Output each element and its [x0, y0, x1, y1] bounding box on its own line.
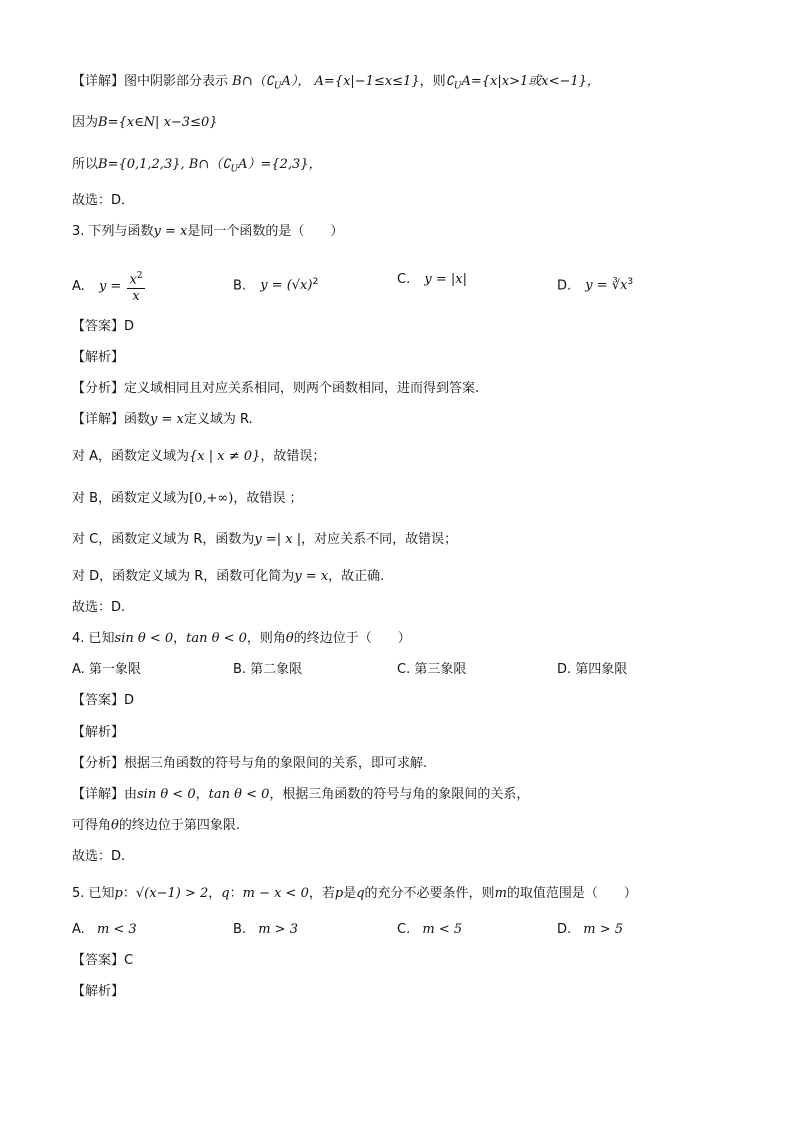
detail-line-3: 所以B={0,1,2,3}, $B\cap(∁_UA)=\{2,3\}$， — [72, 157, 322, 175]
q4-analysis-heading: 【解析】 — [72, 725, 125, 740]
detail-tag: 【详解】 — [72, 74, 125, 89]
fraction: $\frac{x^2}{x}$ — [127, 268, 144, 305]
q5-option-a: A. m < 3 — [72, 922, 137, 937]
q3-fenxi: 【分析】定义域相同且对应关系相同，则两个函数相同，进而得到答案. — [72, 381, 480, 396]
q3-answer: 【答案】D — [72, 319, 135, 334]
q3-point-c: 对 C，函数定义域为 R，函数为y =| x |，对应关系不同，故错误； — [72, 532, 458, 547]
question-3-title: 3. 下列与函数y = x是同一个函数的是（ ） — [72, 224, 344, 239]
q4-detail-2: 可得角θ的终边位于第四象限. — [72, 818, 240, 833]
q3-detail: 【详解】函数y = x定义域为 R. — [72, 412, 253, 427]
q4-option-c: C. 第三象限 — [397, 662, 467, 677]
q3-point-b: 对 B，函数定义域为[0,+∞)，故错误 ； — [72, 491, 303, 506]
q5-option-d: D. m > 5 — [557, 922, 624, 937]
detail-line-2: 因为B={x∈N| x−3≤0} — [72, 115, 218, 130]
q3-option-d: D. $y = ∛x^3$ — [557, 277, 634, 294]
q3-analysis-heading: 【解析】 — [72, 350, 125, 365]
choose-line-1: 故选：D． — [72, 193, 135, 208]
q4-fenxi: 【分析】根据三角函数的符号与角的象限间的关系，即可求解. — [72, 756, 428, 771]
q4-option-b: B. 第二象限 — [233, 662, 303, 677]
q4-option-a: A. 第一象限 — [72, 662, 141, 677]
q5-option-b: B. m > 3 — [233, 922, 298, 937]
q3-choose: 故选：D. — [72, 600, 126, 615]
question-5-title: 5. 已知p：√(x−1) > 2，q：m − x < 0，若p是q的充分不必要条件，则m的取值范围是（ ） — [72, 886, 637, 901]
q5-analysis-heading: 【解析】 — [72, 984, 125, 999]
q3-option-a: A. y = $\frac{x^2}{x}$ — [72, 268, 147, 305]
q4-option-d: D. 第四象限 — [557, 662, 628, 677]
q5-answer: 【答案】C — [72, 953, 134, 968]
q3-point-d: 对 D，函数定义域为 R，函数可化简为y = x，故正确. — [72, 569, 385, 584]
q3-point-a: 对 A，函数定义域为{x | x ≠ 0}，故错误； — [72, 449, 326, 464]
q3-option-c: C. y = |x| — [397, 272, 467, 287]
q4-choose: 故选：D. — [72, 849, 126, 864]
question-4-title: 4. 已知sin θ < 0，tan θ < 0，则角θ的终边位于（ ） — [72, 631, 411, 646]
q3-option-b: B. $y = (√x)^2$ — [233, 277, 319, 294]
q5-option-c: C. m < 5 — [397, 922, 463, 937]
detail-line-1: 【详解】图中阴影部分表示 $B\cap(∁_UA)$， A={x|−1≤x≤1}，则$∁_UA=\{x|x>1$或x<−1}， — [72, 74, 600, 92]
q4-detail: 【详解】由sin θ < 0，tan θ < 0，根据三角函数的符号与角的象限间的关系， — [72, 787, 530, 802]
q4-answer: 【答案】D — [72, 693, 135, 708]
